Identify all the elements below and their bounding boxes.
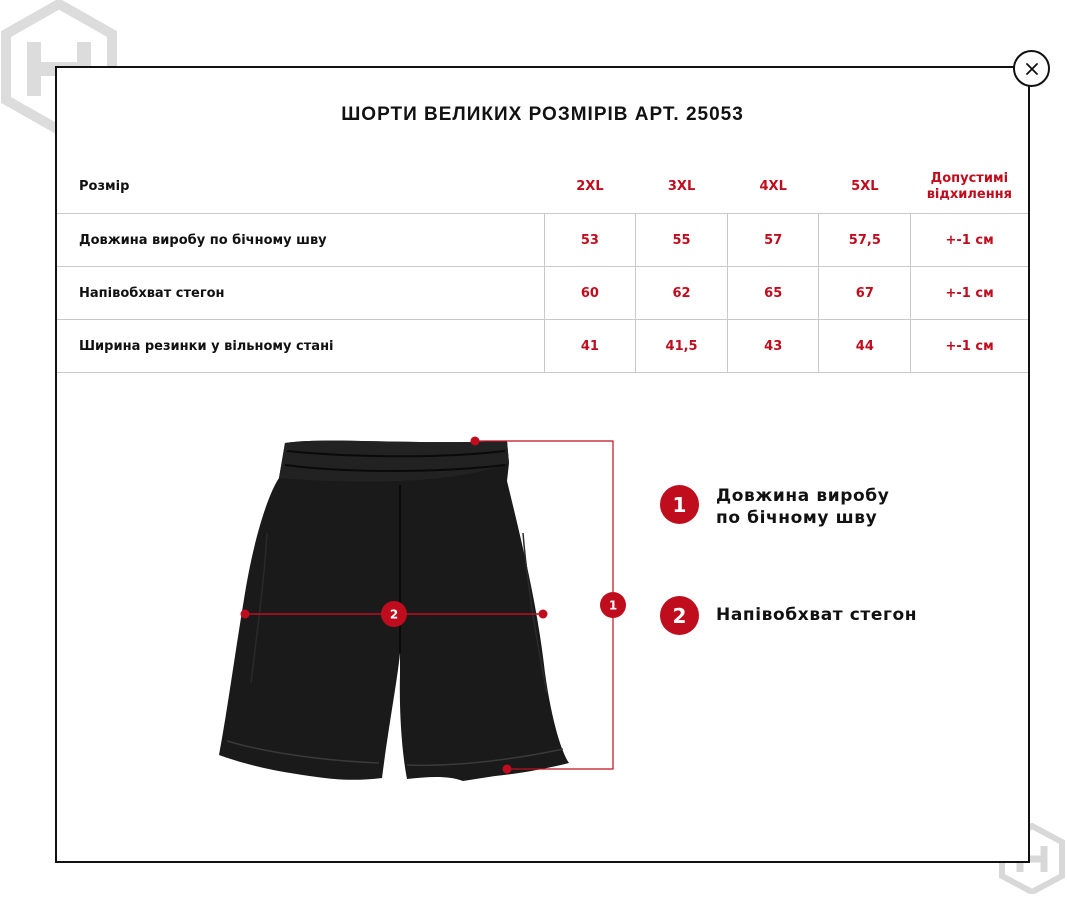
hip-measure-dot-left: [241, 610, 250, 619]
table-cell: 60: [544, 267, 636, 320]
table-cell: 41: [544, 320, 636, 373]
legend-number-badge: 2: [660, 596, 699, 635]
column-header-2xl: 2XL: [544, 160, 636, 214]
table-cell: 57: [727, 214, 819, 267]
legend-item-length: [660, 485, 889, 529]
column-header-size: Розмір: [57, 160, 544, 214]
table-cell: 44: [819, 320, 911, 373]
legend-label: Напівобхват стегон: [716, 605, 918, 625]
table-cell: 55: [636, 214, 728, 267]
table-cell: 65: [727, 267, 819, 320]
modal-title: ШОРТИ ВЕЛИКИХ РОЗМІРІВ АРТ. 25053: [341, 104, 744, 125]
legend-item-hip: [660, 596, 917, 635]
table-row: [57, 320, 1028, 373]
close-icon: [1024, 61, 1040, 77]
hip-measure-dot-right: [539, 610, 548, 619]
table-cell: 53: [544, 214, 636, 267]
length-measure-dot-top: [471, 437, 480, 446]
shorts-measurement-diagram: [207, 423, 637, 793]
table-cell: 57,5: [819, 214, 911, 267]
table-cell: 43: [727, 320, 819, 373]
column-header-5xl: 5XL: [819, 160, 911, 214]
size-table: [57, 160, 1028, 373]
table-header-row: [57, 160, 1028, 214]
legend-number-badge: 1: [660, 485, 699, 524]
length-measure-dot-bottom: [503, 765, 512, 774]
table-row: [57, 267, 1028, 320]
table-cell-tolerance: +-1 см: [911, 214, 1028, 267]
hip-marker-number: 2: [389, 607, 399, 622]
row-label-waistband: Ширина резинки у вільному стані: [57, 320, 544, 373]
table-row: [57, 214, 1028, 267]
column-header-tolerance: Допустимі відхилення: [911, 160, 1028, 214]
table-cell: 62: [636, 267, 728, 320]
close-button[interactable]: [1013, 50, 1050, 87]
table-cell: 41,5: [636, 320, 728, 373]
column-header-4xl: 4XL: [727, 160, 819, 214]
length-marker-number: 1: [608, 598, 618, 613]
size-chart-modal: [55, 66, 1030, 863]
table-cell-tolerance: +-1 см: [911, 267, 1028, 320]
row-label-length: Довжина виробу по бічному шву: [57, 214, 544, 267]
column-header-3xl: 3XL: [636, 160, 728, 214]
table-cell: 67: [819, 267, 911, 320]
table-cell-tolerance: +-1 см: [911, 320, 1028, 373]
legend-label: Довжина виробу по бічному шву: [716, 486, 890, 528]
row-label-hip: Напівобхват стегон: [57, 267, 544, 320]
